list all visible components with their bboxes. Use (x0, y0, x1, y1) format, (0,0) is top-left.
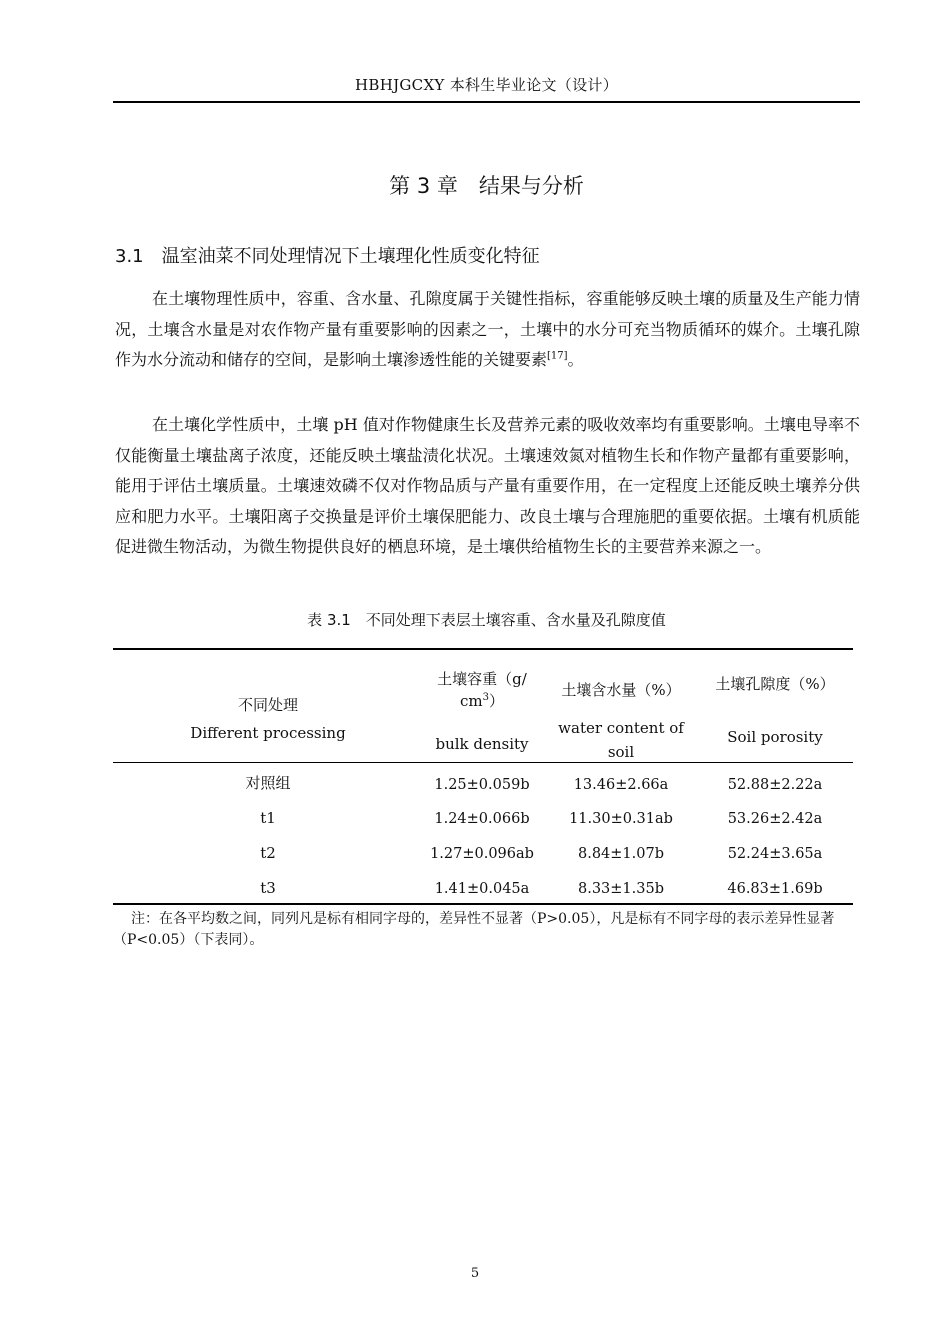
page-header: HBHJGCXY 本科生毕业论文（设计） (354, 76, 618, 94)
paragraph-end: 。 (567, 350, 584, 369)
header-density-cn-1: 土壤容重（g/ (437, 670, 527, 688)
header-water-cn: 土壤含水量（%） (561, 681, 681, 699)
unit-exponent: 3 (482, 692, 489, 703)
header-rule (113, 101, 860, 103)
table-cell-porosity: 53.26±2.42a (727, 811, 823, 827)
unit-cm: cm (459, 692, 483, 710)
header-water-en-1: water content of (558, 719, 684, 737)
table-cell-porosity: 46.83±1.69b (727, 881, 823, 897)
table-cell-porosity: 52.24±3.65a (727, 846, 823, 862)
section-title: 3.1 温室油菜不同处理情况下土壤理化性质变化特征 (115, 246, 540, 267)
table-cell-density: 1.27±0.096ab (430, 846, 534, 862)
table-cell-treatment: t1 (260, 809, 276, 827)
table-cell-treatment: t3 (260, 879, 276, 897)
table-top-rule (113, 648, 853, 650)
table-cell-water: 11.30±0.31ab (569, 811, 673, 827)
table-header-rule (113, 762, 853, 763)
table-cell-water: 8.33±1.35b (577, 881, 664, 897)
table-caption: 表 3.1 不同处理下表层土壤容重、含水量及孔隙度值 (307, 611, 666, 629)
table-cell-density: 1.24±0.066b (434, 811, 530, 827)
paragraph-chemical-properties: 在土壤化学性质中，土壤 pH 值对作物健康生长及营养元素的吸收效率均有重要影响。土壤电导率不仅能衡量土壤盐离子浓度，还能反映土壤盐渍化状况。土壤速效氮对植物生长和作物产量都有重要影响，能用于评估土壤质量。土壤速效磷不仅对作物品质与产量有重要作用，在一定程度上还能反映土壤养分供应和肥力水平。土壤阳离子交换量是评价土壤保肥能力、改良土壤与合理施肥的重要依据。土壤有机质能促进微生物活动，为微生物提供良好的栖息环境，是土壤供给植物生长的主要营养来源之一。 (115, 415, 860, 556)
paragraph-physical-properties (115, 284, 860, 376)
header-density-en: bulk density (435, 735, 529, 753)
table-cell-treatment: t2 (260, 844, 276, 862)
header-porosity-en: Soil porosity (727, 728, 823, 746)
header-porosity-cn: 土壤孔隙度（%） (715, 675, 835, 693)
page-number: 5 (470, 1266, 480, 1281)
unit-paren: ） (488, 692, 504, 710)
table-cell-water: 8.84±1.07b (577, 846, 664, 862)
paragraph-text: 在土壤物理性质中，容重、含水量、孔隙度属于关键性指标，容重能够反映土壤的质量及生产能力情况，土壤含水量是对农作物产量有重要影响的因素之一，土壤中的水分可充当物质循环的媒介。土壤孔隙作为水分流动和储存的空间，是影响土壤渗透性能的关键要素 (115, 289, 860, 369)
header-treatment-cn: 不同处理 (237, 696, 298, 714)
chapter-title: 第 3 章 结果与分析 (389, 174, 584, 198)
table-cell-density: 1.41±0.045a (434, 881, 530, 897)
header-water-en-2: soil (607, 743, 635, 761)
table-cell-porosity: 52.88±2.22a (727, 777, 823, 793)
header-treatment-en: Different processing (190, 724, 346, 742)
citation[interactable]: [17] (547, 350, 568, 362)
table-cell-water: 13.46±2.66a (573, 777, 669, 793)
table-note: 注：在各平均数之间，同列凡是标有相同字母的，差异性不显著（P>0.05），凡是标有不同字母的表示差异性显著（P<0.05）（下表同）。 (113, 911, 835, 948)
header-density-cn-2 (420, 690, 544, 712)
table-cell-treatment: 对照组 (245, 774, 291, 792)
table-cell-density: 1.25±0.059b (434, 777, 530, 793)
table-bottom-rule (113, 903, 853, 905)
